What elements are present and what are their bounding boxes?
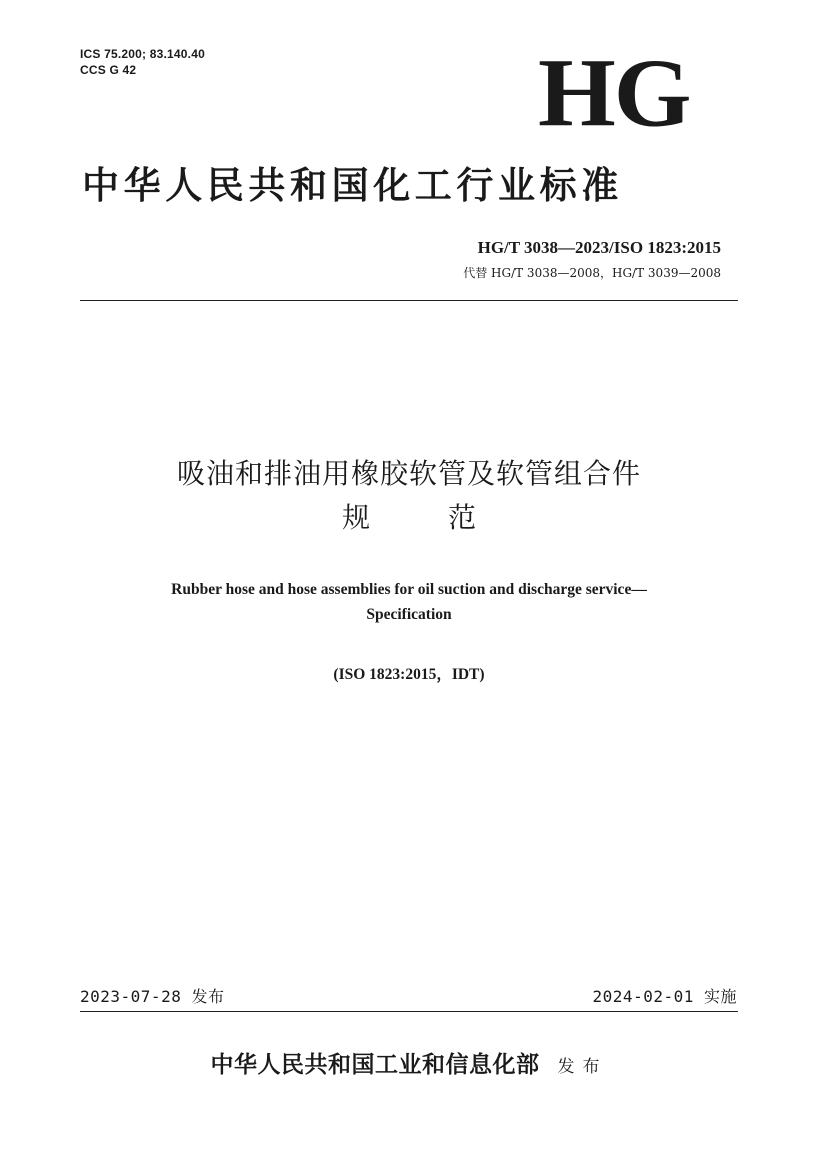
publisher: [80, 1048, 738, 1084]
title-en-line2: Specification: [366, 606, 452, 623]
replaces-note: 代替 HG/T 3038—2008，HG/T 3039—2008: [463, 266, 721, 280]
publisher-action: 发布: [557, 1057, 608, 1077]
classification-codes: [80, 46, 205, 78]
implementation-date: 2024-02-01 实施: [592, 987, 737, 1006]
ics-code: ICS 75.200; 83.140.40: [80, 47, 205, 61]
standard-number: HG/T 3038—2023/ISO 1823:2015: [477, 238, 721, 257]
iso-reference: (ISO 1823:2015，IDT): [333, 666, 485, 683]
hg-logo: HG: [538, 38, 690, 147]
header-divider: [80, 300, 738, 301]
issue-date: 2023-07-28 发布: [80, 987, 225, 1006]
footer-divider: [80, 1011, 738, 1012]
title-cn-line2: 规范: [341, 501, 554, 534]
publisher-name: 中华人民共和国工业和信息化部: [210, 1051, 540, 1078]
ccs-code: CCS G 42: [80, 63, 137, 77]
title-cn-line1: 吸油和排油用橡胶软管及软管组合件: [176, 457, 641, 490]
standard-type-heading: 中华人民共和国化工行业标准: [82, 164, 623, 207]
title-en: [80, 577, 738, 627]
title-en-line1: Rubber hose and hose assemblies for oil suction and discharge service—: [171, 581, 647, 598]
